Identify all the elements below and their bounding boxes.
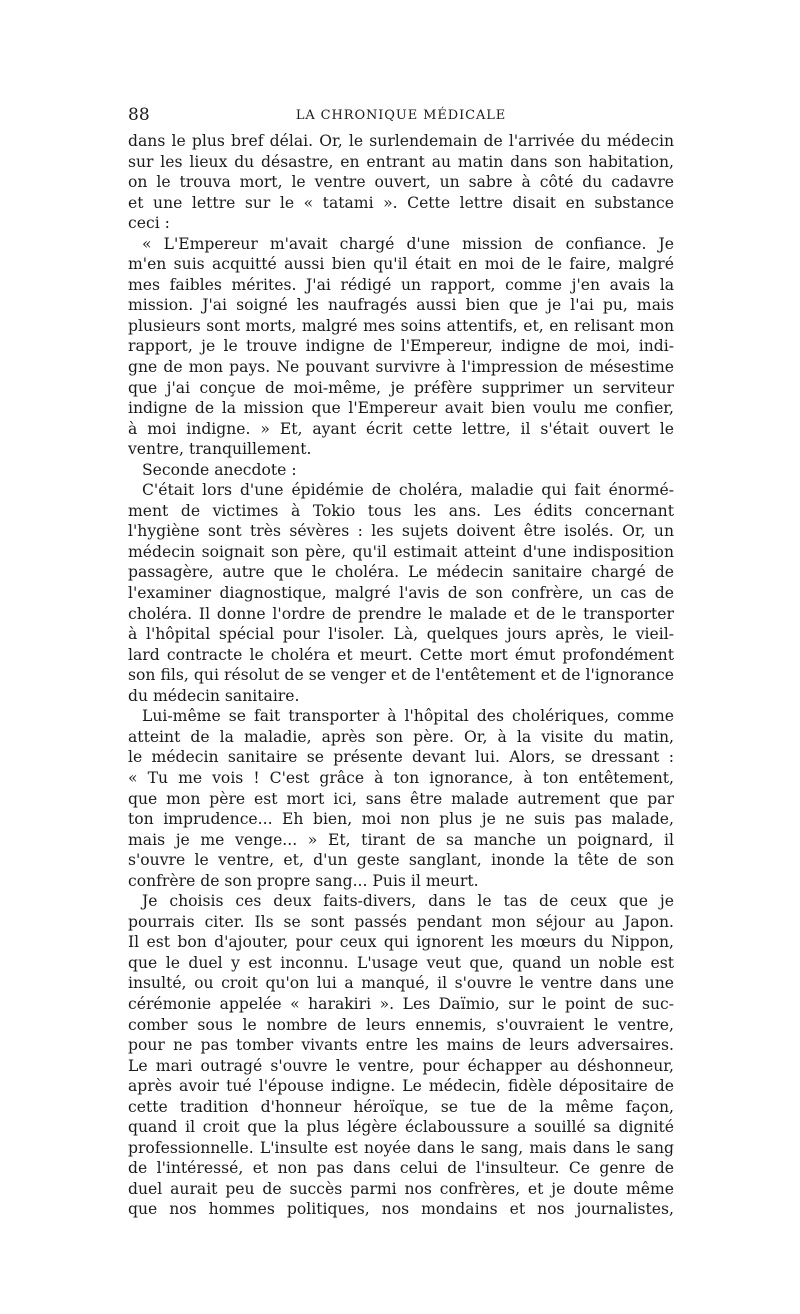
text-line: comber sous le nombre de leurs ennemis, s'ouvraient le ventre, xyxy=(128,1015,674,1034)
text-line: indigne de la mission que l'Empereur avait bien voulu me confier, xyxy=(128,399,674,418)
text-line: de l'intéressé, et non pas dans celui de l'insulteur. Ce genre de xyxy=(128,1159,674,1178)
text-line: à l'hôpital spécial pour l'isoler. Là, quelques jours après, le vieil- xyxy=(128,625,674,644)
text-line: ceci : xyxy=(128,214,170,233)
text-line: choléra. Il donne l'ordre de prendre le malade et de le transporter xyxy=(128,604,674,623)
text-line: s'ouvre le ventre, et, d'un geste sanglant, inonde la tête de son xyxy=(128,851,674,870)
text-line: ment de victimes à Tokio tous les ans. Les édits concernant xyxy=(128,501,674,520)
body-text xyxy=(128,131,674,1220)
text-line: quand il croit que la plus légère éclaboussure a souillé sa dignité xyxy=(128,1118,674,1137)
text-line: que nos hommes politiques, nos mondains et nos journalistes, xyxy=(128,1200,674,1219)
text-line: que le duel y est inconnu. L'usage veut que, quand un noble est xyxy=(128,953,674,972)
text-line: rapport, je le trouve indigne de l'Empereur, indigne de moi, indi- xyxy=(128,337,674,356)
page-header xyxy=(128,104,674,126)
text-line: plusieurs sont morts, malgré mes soins attentifs, et, en relisant mon xyxy=(128,316,674,335)
text-line: à moi indigne. » Et, ayant écrit cette lettre, il s'était ouvert le xyxy=(128,419,674,438)
text-line: C'était lors d'une épidémie de choléra, maladie qui fait énormé- xyxy=(142,481,674,500)
text-line: sur les lieux du désastre, en entrant au matin dans son habitation, xyxy=(128,152,674,171)
text-line: dans le plus bref délai. Or, le surlendemain de l'arrivée du médecin xyxy=(128,132,674,150)
text-line: « L'Empereur m'avait chargé d'une mission de confiance. Je xyxy=(142,234,674,253)
text-line: que mon père est mort ici, sans être malade autrement que par xyxy=(128,789,674,808)
text-line: mes faibles mérites. J'ai rédigé un rapport, comme j'en avais la xyxy=(128,275,674,294)
text-line: et une lettre sur le « tatami ». Cette lettre disait en substance xyxy=(128,193,674,212)
text-line: professionnelle. L'insulte est noyée dans le sang, mais dans le sang xyxy=(128,1138,674,1157)
text-line: médecin soignait son père, qu'il estimait atteint d'une indisposition xyxy=(128,542,674,561)
text-line: ventre, tranquillement. xyxy=(128,440,312,459)
text-line: Il est bon d'ajouter, pour ceux qui ignorent les mœurs du Nippon, xyxy=(128,933,674,952)
text-line: mais je me venge... » Et, tirant de sa manche un poignard, il xyxy=(128,830,674,849)
text-line: m'en suis acquitté aussi bien qu'il était en moi de le faire, malgré xyxy=(128,255,674,274)
text-line: duel aurait peu de succès parmi nos confrères, et je doute même xyxy=(128,1179,674,1198)
text-line: lard contracte le choléra et meurt. Cette mort émut profondément xyxy=(128,645,674,664)
text-line: Le mari outragé s'ouvre le ventre, pour échapper au déshonneur, xyxy=(128,1056,674,1075)
text-line: le médecin sanitaire se présente devant lui. Alors, se dressant : xyxy=(128,748,674,767)
text-line: insulté, ou croit qu'on lui a manqué, il s'ouvre le ventre dans une xyxy=(128,974,674,993)
text-line: passagère, autre que le choléra. Le médecin sanitaire chargé de xyxy=(128,563,674,582)
text-line: on le trouva mort, le ventre ouvert, un sabre à côté du cadavre xyxy=(128,173,674,192)
page-number: 88 xyxy=(128,105,150,125)
text-line: l'hygiène sont très sévères : les sujets doivent être isolés. Or, un xyxy=(128,522,674,541)
text-line: Lui-même se fait transporter à l'hôpital des cholériques, comme xyxy=(142,707,674,726)
text-line: que j'ai conçue de moi-même, je préfère supprimer un serviteur xyxy=(128,378,674,397)
text-line: ton imprudence... Eh bien, moi non plus je ne suis pas malade, xyxy=(128,810,674,829)
text-line: pour ne pas tomber vivants entre les mains de leurs adversaires. xyxy=(128,1036,674,1055)
text-line: son fils, qui résolut de se venger et de l'entêtement et de l'ignorance xyxy=(128,666,674,685)
text-line: cette tradition d'honneur héroïque, se tue de la même façon, xyxy=(128,1097,674,1116)
text-line: l'examiner diagnostique, malgré l'avis de son confrère, un cas de xyxy=(128,584,674,603)
text-line: pourrais citer. Ils se sont passés pendant mon séjour au Japon. xyxy=(128,912,674,931)
running-title: LA CHRONIQUE MÉDICALE xyxy=(295,108,507,123)
text-line: gne de mon pays. Ne pouvant survivre à l'impression de mésestime xyxy=(128,358,674,377)
text-line: Je choisis ces deux faits-divers, dans le tas de ceux que je xyxy=(142,892,674,911)
text-line: atteint de la maladie, après son père. Or, à la visite du matin, xyxy=(128,727,674,746)
text-line: Seconde anecdote : xyxy=(142,460,297,479)
text-line: mission. J'ai soigné les naufragés aussi bien que je l'ai pu, mais xyxy=(128,296,674,315)
text-line: cérémonie appelée « harakiri ». Les Daïmio, sur le point de suc- xyxy=(128,994,674,1013)
text-line: du médecin sanitaire. xyxy=(128,686,300,705)
text-line: « Tu me vois ! C'est grâce à ton ignorance, à ton entêtement, xyxy=(128,768,674,787)
text-line: après avoir tué l'épouse indigne. Le médecin, fidèle dépositaire de xyxy=(128,1077,674,1096)
text-line: confrère de son propre sang... Puis il meurt. xyxy=(128,871,479,890)
